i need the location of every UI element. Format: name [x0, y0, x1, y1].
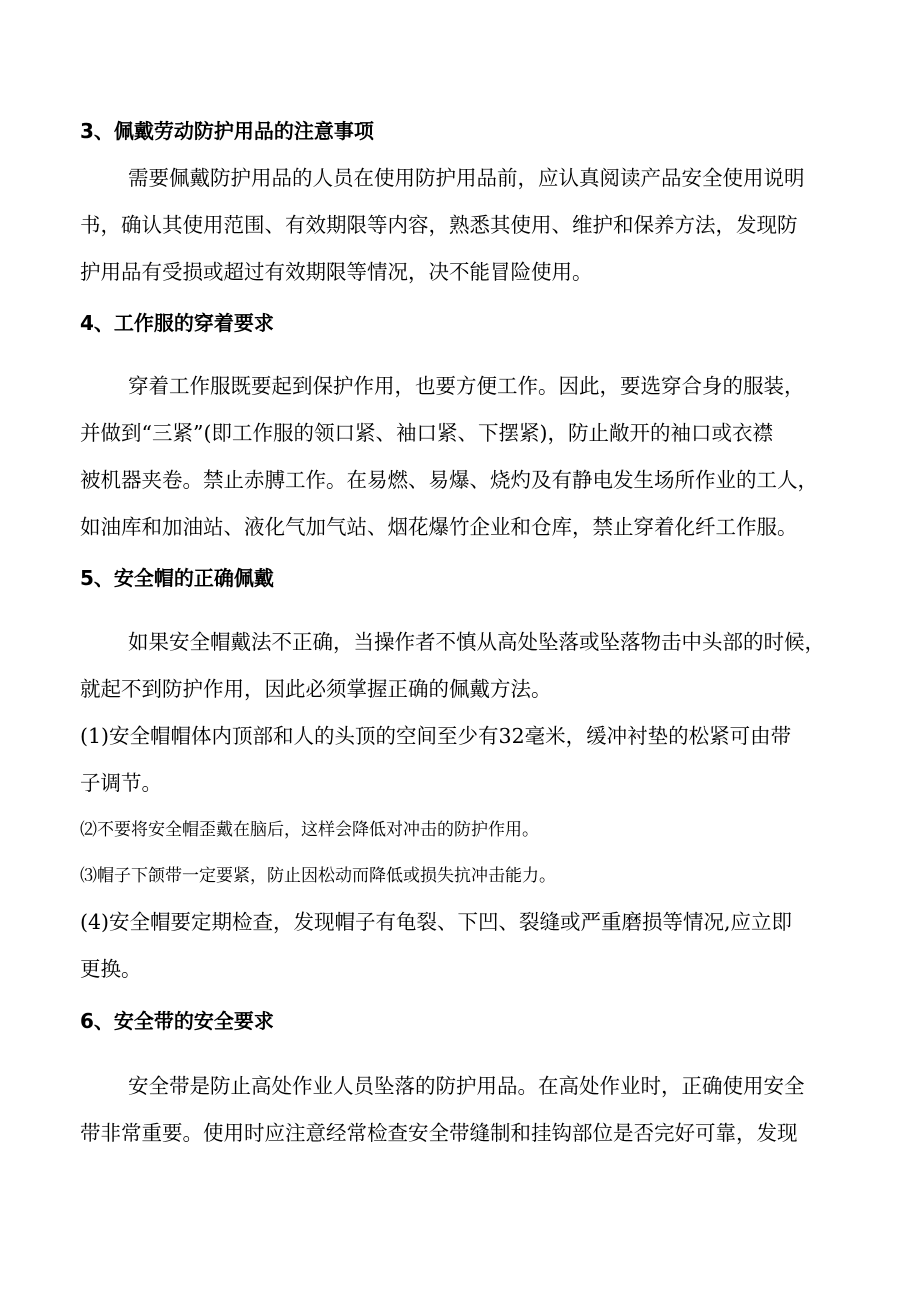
section-heading-6: 6、安全带的安全要求	[80, 1009, 274, 1033]
paragraph-line: 并做到“三紧”(即工作服的领口紧、袖口紧、下摆紧)，防止敞开的袖口或衣襟	[80, 421, 773, 445]
paragraph-line: 穿着工作服既要起到保护作用，也要方便工作。因此，要选穿合身的服装，	[128, 374, 805, 398]
paragraph-line: 带非常重要。使用时应注意经常检查安全带缝制和挂钩部位是否完好可靠，发现	[80, 1121, 798, 1145]
section-heading-4: 4、工作服的穿着要求	[80, 311, 274, 335]
list-item-1: (1)安全帽帽体内顶部和人的头顶的空间至少有32毫米，缓冲衬垫的松紧可由带	[80, 724, 792, 748]
list-item-3: ⑶帽子下颌带一定要紧，防止因松动而降低或损失抗冲击能力。	[80, 866, 556, 886]
paragraph-line: 如油库和加油站、液化气加气站、烟花爆竹企业和仓库，禁止穿着化纤工作服。	[80, 515, 798, 539]
paragraph-line: 被机器夹卷。禁止赤膊工作。在易燃、易爆、烧灼及有静电发生场所作业的工人，	[80, 468, 818, 492]
paragraph-line: 就起不到防护作用，因此必须掌握正确的佩戴方法。	[80, 677, 552, 701]
paragraph-line: 书，确认其使用范围、有效期限等内容，熟悉其使用、维护和保养方法，发现防	[80, 213, 798, 237]
paragraph-line: 护用品有受损或超过有效期限等情况，决不能冒险使用。	[80, 260, 593, 284]
paragraph-line: 如果安全帽戴法不正确，当操作者不慎从高处坠落或坠落物击中头部的时候，	[128, 630, 825, 654]
paragraph-line: 子调节。	[80, 771, 162, 795]
section-heading-3: 3、佩戴劳动防护用品的注意事项	[80, 119, 374, 143]
list-item-4: (4)安全帽要定期检查，发现帽子有龟裂、下凹、裂缝或严重磨损等情况,应立即	[80, 910, 793, 934]
list-item-2: ⑵不要将安全帽歪戴在脑后，这样会降低对冲击的防护作用。	[80, 820, 539, 840]
section-heading-5: 5、安全帽的正确佩戴	[80, 566, 274, 590]
paragraph-line: 安全带是防止高处作业人员坠落的防护用品。在高处作业时，正确使用安全	[128, 1074, 805, 1098]
paragraph-line: 更换。	[80, 957, 142, 981]
paragraph-line: 需要佩戴防护用品的人员在使用防护用品前，应认真阅读产品安全使用说明	[128, 166, 805, 190]
